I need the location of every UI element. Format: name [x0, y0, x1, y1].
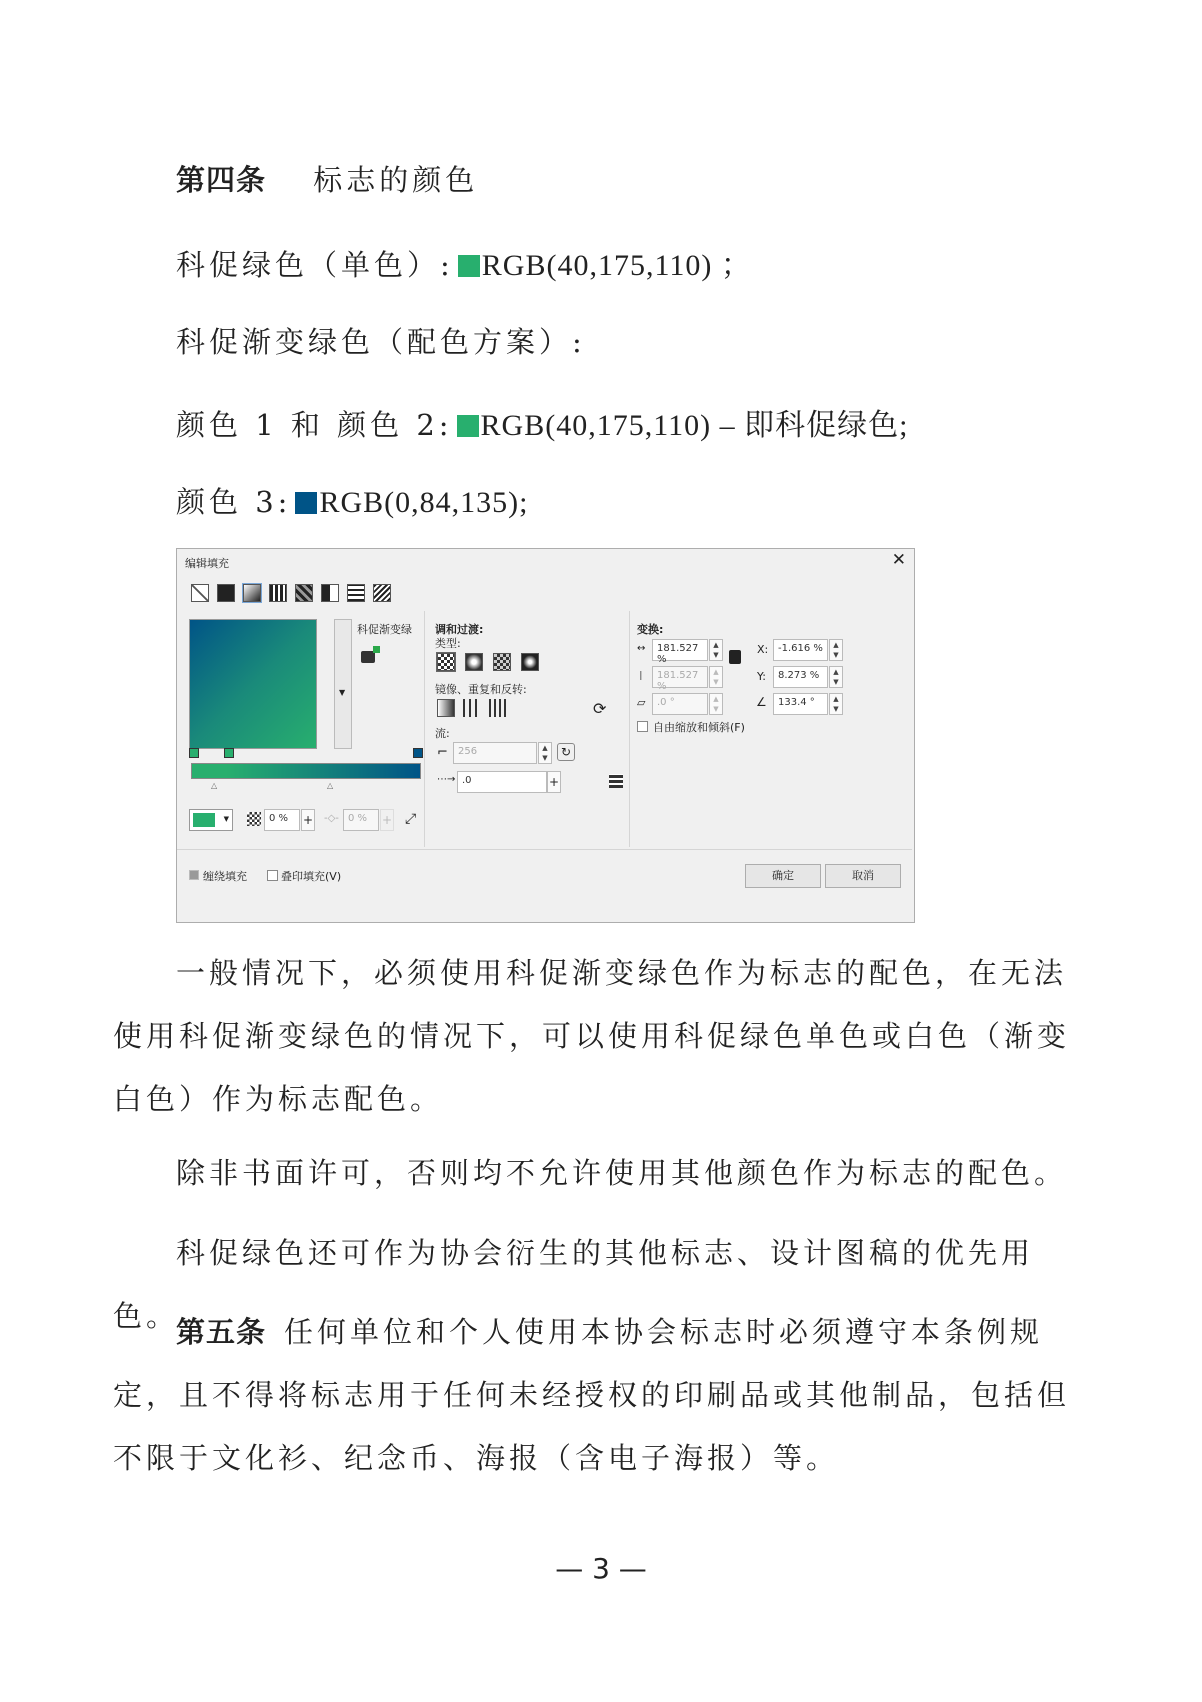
type-label: 类型:	[435, 637, 461, 650]
color3-line	[176, 480, 528, 521]
midpoint-icon[interactable]: △	[211, 781, 218, 790]
mirror-repeat-icon[interactable]	[463, 699, 481, 717]
rotate-angle-icon: ∠	[756, 695, 767, 709]
rotate-icon[interactable]: ⟳	[593, 699, 607, 718]
x-label: X:	[757, 643, 769, 656]
chevron-down-icon[interactable]: ▼	[339, 688, 346, 697]
gradient-fill-icon[interactable]	[243, 584, 261, 602]
green-swatch	[457, 415, 479, 437]
skew-icon: ▱	[637, 696, 646, 709]
gradient-stops	[189, 744, 423, 758]
reverse-gradient-icon[interactable]: ⤢	[405, 811, 417, 827]
lock-icon[interactable]	[729, 650, 741, 664]
skew-spinner[interactable]: ▲ ▼	[709, 693, 723, 715]
green-solid-line	[176, 240, 752, 284]
node-position-icon: -◇-	[324, 813, 339, 824]
y-label: Y:	[757, 670, 766, 683]
green-solid-rgb: RGB(40,175,110) ；	[481, 249, 752, 282]
uniform-fill-icon[interactable]	[217, 584, 235, 602]
stop-node-end[interactable]	[413, 748, 423, 758]
transparency-icon	[247, 812, 261, 826]
steps-icon: ⌐	[437, 745, 448, 760]
free-scale-checkbox[interactable]	[637, 721, 648, 732]
opacity-field[interactable]: 0 %	[264, 809, 300, 831]
postscript-fill-icon[interactable]	[373, 584, 391, 602]
preset-scrollbar[interactable]	[334, 619, 352, 749]
cancel-button[interactable]: 取消	[825, 864, 901, 888]
mirror-label: 镜像、重复和反转:	[435, 683, 527, 696]
save-preset-icon[interactable]	[361, 651, 375, 663]
skew-field[interactable]: .0 °	[652, 693, 708, 715]
acceleration-icon: ⋯→	[437, 774, 456, 785]
blue-swatch	[295, 492, 317, 514]
flow-label: 流:	[435, 727, 450, 740]
color3-rgb: RGB(0,84,135);	[319, 486, 529, 519]
paragraph-permission: 除非书面许可，否则均不允许使用其他颜色作为标志的配色。	[176, 1156, 1068, 1190]
green-solid-label: 科促绿色（单色）:	[176, 248, 454, 282]
position-slider-icon[interactable]: +	[380, 809, 394, 831]
rectangular-gradient-icon[interactable]	[521, 653, 539, 671]
article5-title: 第五条	[176, 1315, 267, 1349]
article4-subtitle: 标志的颜色	[313, 163, 479, 197]
rotate-field[interactable]: 133.4 °	[773, 693, 828, 715]
free-scale-label: 自由缩放和倾斜(F)	[653, 721, 745, 734]
smooth-transition-icon[interactable]	[609, 774, 623, 788]
overprint-label: 叠印填充(V)	[281, 870, 342, 883]
steps-spinner[interactable]: ▲ ▼	[538, 742, 552, 764]
fill-type-toolbar	[191, 584, 391, 602]
steps-field[interactable]: 256	[453, 742, 537, 764]
rotate-spinner[interactable]: ▲ ▼	[829, 693, 843, 715]
gradient-type-buttons	[437, 653, 539, 671]
ok-button[interactable]: 确定	[745, 864, 821, 888]
no-fill-icon[interactable]	[191, 584, 209, 602]
width-icon: ↔	[637, 643, 646, 654]
dialog-title: 编辑填充	[185, 557, 229, 570]
texture-fill-icon[interactable]	[347, 584, 365, 602]
x-spinner[interactable]: ▲ ▼	[829, 639, 843, 661]
page-number: — 3 —	[555, 1552, 647, 1585]
blend-title: 调和过渡:	[435, 623, 484, 636]
height-spinner[interactable]: ▲ ▼	[709, 666, 723, 688]
linear-gradient-icon[interactable]	[437, 653, 455, 671]
paragraph-preferred-color: 科促绿色还可作为协会衍生的其他标志、设计图稿的优先用色。	[113, 1236, 1035, 1333]
reset-icon[interactable]: ↻	[557, 743, 575, 761]
vector-pattern-icon[interactable]	[269, 584, 287, 602]
color12-rgb: RGB(40,175,110) – 即科促绿色;	[480, 409, 909, 442]
two-color-pattern-icon[interactable]	[321, 584, 339, 602]
width-field[interactable]: 181.527 %	[652, 639, 708, 661]
wrap-fill-label: 缠绕填充	[203, 870, 247, 883]
column-divider	[629, 611, 630, 847]
preset-name: 科促渐变绿	[357, 623, 412, 636]
article4-heading	[176, 158, 478, 199]
footer-divider	[177, 849, 912, 850]
edit-fill-dialog	[176, 548, 915, 923]
y-spinner[interactable]: ▲ ▼	[829, 666, 843, 688]
reverse-repeat-icon[interactable]	[489, 699, 507, 717]
acceleration-slider-icon[interactable]: +	[547, 771, 561, 793]
mirror-buttons	[437, 699, 507, 717]
y-field[interactable]: 8.273 %	[773, 666, 828, 688]
gradient-bar[interactable]	[191, 763, 421, 779]
height-field[interactable]: 181.527 %	[652, 666, 708, 688]
height-icon: I	[639, 669, 643, 683]
gradient-preview	[189, 619, 317, 749]
conical-gradient-icon[interactable]	[493, 653, 511, 671]
radial-gradient-icon[interactable]	[465, 653, 483, 671]
close-icon[interactable]: ✕	[891, 550, 906, 570]
node-color-picker[interactable]	[189, 809, 233, 831]
acceleration-field[interactable]: .0	[457, 771, 547, 793]
opacity-slider-icon[interactable]: +	[301, 809, 315, 831]
midpoint-icon[interactable]: △	[327, 781, 334, 790]
default-repeat-icon[interactable]	[437, 699, 455, 717]
overprint-checkbox[interactable]	[267, 870, 278, 881]
color12-line	[176, 400, 908, 444]
gradient-scheme-line: 科促渐变绿色（配色方案）:	[176, 325, 586, 359]
column-divider	[424, 611, 425, 847]
green-swatch	[458, 255, 480, 277]
article5	[113, 1301, 1098, 1490]
article4-title: 第四条	[176, 163, 267, 197]
node-position-field[interactable]: 0 %	[343, 809, 379, 831]
x-field[interactable]: -1.616 %	[773, 639, 828, 661]
color3-label: 颜色 3:	[176, 485, 292, 519]
color12-label: 颜色 1 和 颜色 2:	[176, 408, 453, 442]
wrap-fill-checkbox[interactable]	[189, 870, 199, 880]
article5-text: 任何单位和个人使用本协会标志时必须遵守本条例规定，且不得将标志用于任何未经授权的印刷品或其他制品，包括但不限于文化衫、纪念币、海报（含电子海报）等。	[113, 1315, 1071, 1475]
transform-title: 变换:	[637, 623, 664, 636]
stop-node-start[interactable]	[189, 748, 199, 758]
stop-node-middle[interactable]	[224, 748, 234, 758]
bitmap-pattern-icon[interactable]	[295, 584, 313, 602]
chevron-down-icon: ▼	[223, 815, 229, 823]
paragraph-usage: 一般情况下，必须使用科促渐变绿色作为标志的配色，在无法使用科促渐变绿色的情况下，可以使用科促绿色单色或白色（渐变白色）作为标志配色。	[113, 956, 1071, 1116]
width-spinner[interactable]: ▲ ▼	[709, 639, 723, 661]
